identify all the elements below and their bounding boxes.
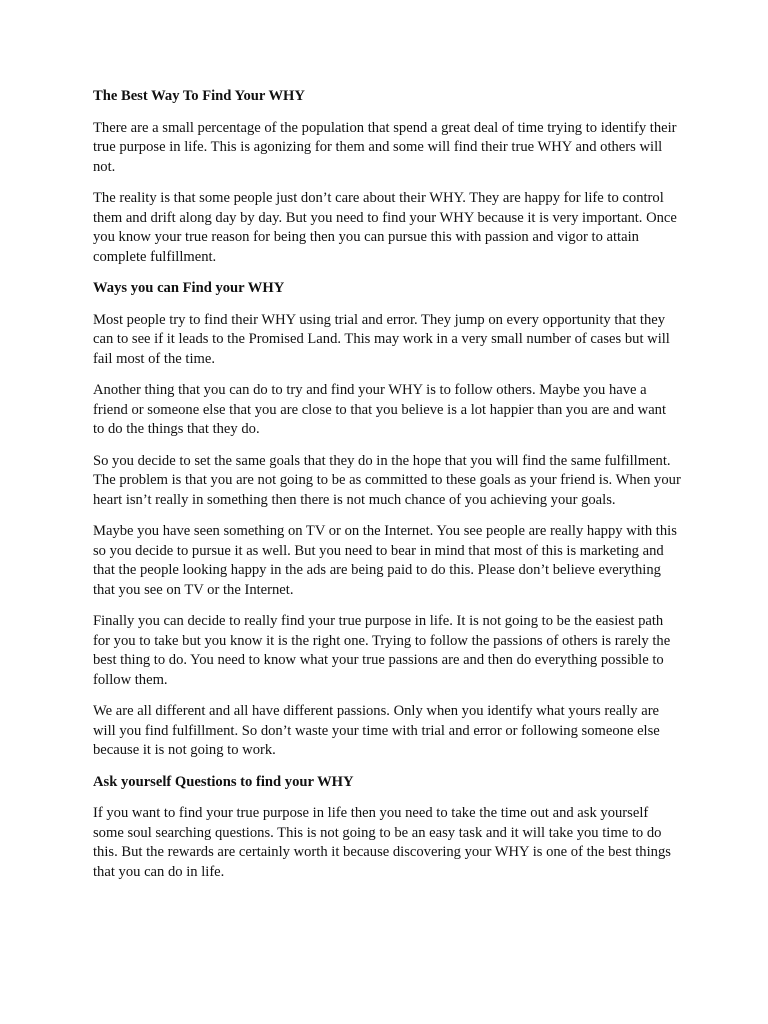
paragraph-soul-searching: If you want to find your true purpose in life then you need to take the time out and ask yourself some soul searching questions. This is not going to be an easy task and it will take you time to do this. But the rewards are certainly worth it because discovering your WHY is one of the best things that you can do in life. <box>93 805 671 880</box>
paragraph-intro: There are a small percentage of the population that spend a great deal of time trying to identify their true purpose in life. This is agonizing for them and some will find their true WHY and others will not. <box>93 119 677 175</box>
paragraph-same-goals: So you decide to set the same goals that they do in the hope that you will find the same fulfillment. The problem is that you are not going to be as committed to these goals as your friend is. When your heart isn’t really in something then there is not much chance of you achieving your goals. <box>93 452 681 508</box>
document-title: The Best Way To Find Your WHY <box>93 88 305 104</box>
paragraph-tv-internet: Maybe you have seen something on TV or on the Internet. You see people are really happy with this so you decide to pursue it as well. But you need to bear in mind that most of this is marketing and that the people looking happy in the ads are being paid to do this. Please don’t believe everything that you see on TV or the Internet. <box>93 523 677 598</box>
paragraph-trial-and-error: Most people try to find their WHY using trial and error. They jump on every opportunity that they can to see if it leads to the Promised Land. This may work in a very small number of cases but will fail most of the time. <box>93 311 670 367</box>
paragraph-follow-others: Another thing that you can do to try and find your WHY is to follow others. Maybe you have a friend or someone else that you are close to that you believe is a lot happier than you are and want to do the things that they do. <box>93 382 667 437</box>
paragraph-true-purpose: Finally you can decide to really find your true purpose in life. It is not going to be the easiest path for you to take but you know it is the right one. Trying to follow the passions of others is rarely the best thing to do. You need to know what your true passions are and then do everything possible to follow them. <box>93 613 671 688</box>
document-page <box>93 87 681 894</box>
section-heading-ways: Ways you can Find your WHY <box>93 280 285 296</box>
section-heading-questions: Ask yourself Questions to find your WHY <box>93 773 354 790</box>
paragraph-different-passions: We are all different and all have different passions. Only when you identify what yours really are will you find fulfillment. So don’t waste your time with trial and error or following someone else because it is not going to work. <box>93 703 660 758</box>
paragraph-reality: The reality is that some people just don’t care about their WHY. They are happy for life to control them and drift along day by day. But you need to find your WHY because it is very important. Once you know your true reason for being then you can pursue this with passion and vigor to attain complete fulfillment. <box>93 190 677 265</box>
